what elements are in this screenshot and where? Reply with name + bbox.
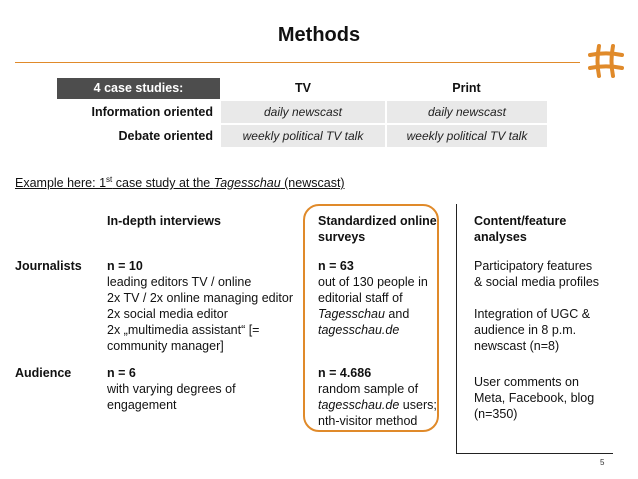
audience-survey: n = 4.686 random sample of tagesschau.de users; nth-visitor method <box>318 366 437 428</box>
row-label-audience: Audience <box>15 366 72 380</box>
column-header-surveys: Standardized online surveys <box>318 214 437 244</box>
content-analysis-ugc: Integration of UGC & audience in 8 p.m. newscast (n=8) <box>474 307 591 353</box>
journalists-survey: n = 63 out of 130 people in editorial staff of Tagesschau and tagesschau.de <box>318 259 428 337</box>
table-cell: weekly political TV talk <box>387 125 547 147</box>
hash-logo-icon <box>585 40 627 82</box>
table-cell: weekly political TV talk <box>221 125 385 147</box>
table-cell: daily newscast <box>221 101 385 123</box>
page-number: 5 <box>600 458 605 467</box>
row-label-journalists: Journalists <box>15 259 82 273</box>
slide-title: Methods <box>277 24 361 46</box>
table-header-tv: TV <box>220 78 386 99</box>
column-header-content: Content/feature analyses <box>474 214 567 244</box>
example-note: Example here: 1st case study at the Tagesschau (newscast) <box>15 175 345 191</box>
audience-interviews: n = 6 with varying degrees of engagement <box>107 366 236 412</box>
title-divider <box>15 62 580 63</box>
content-analysis-features: Participatory features & social media profiles <box>474 259 600 289</box>
content-analysis-comments: User comments on Meta, Facebook, blog (n=350) <box>474 375 595 421</box>
table-row-label: Debate oriented <box>118 129 213 143</box>
table-header-print: Print <box>386 78 547 99</box>
column-header-interviews: In-depth interviews <box>107 214 221 228</box>
table-row-label: Information oriented <box>91 105 213 119</box>
journalists-interviews: n = 10 leading editors TV / online 2x TV / 2x online managing editor 2x social media editor 2x „multimedia assistant“ [= community manager] <box>107 259 293 353</box>
table-header-case-studies: 4 case studies: <box>57 78 220 99</box>
table-cell: daily newscast <box>387 101 547 123</box>
